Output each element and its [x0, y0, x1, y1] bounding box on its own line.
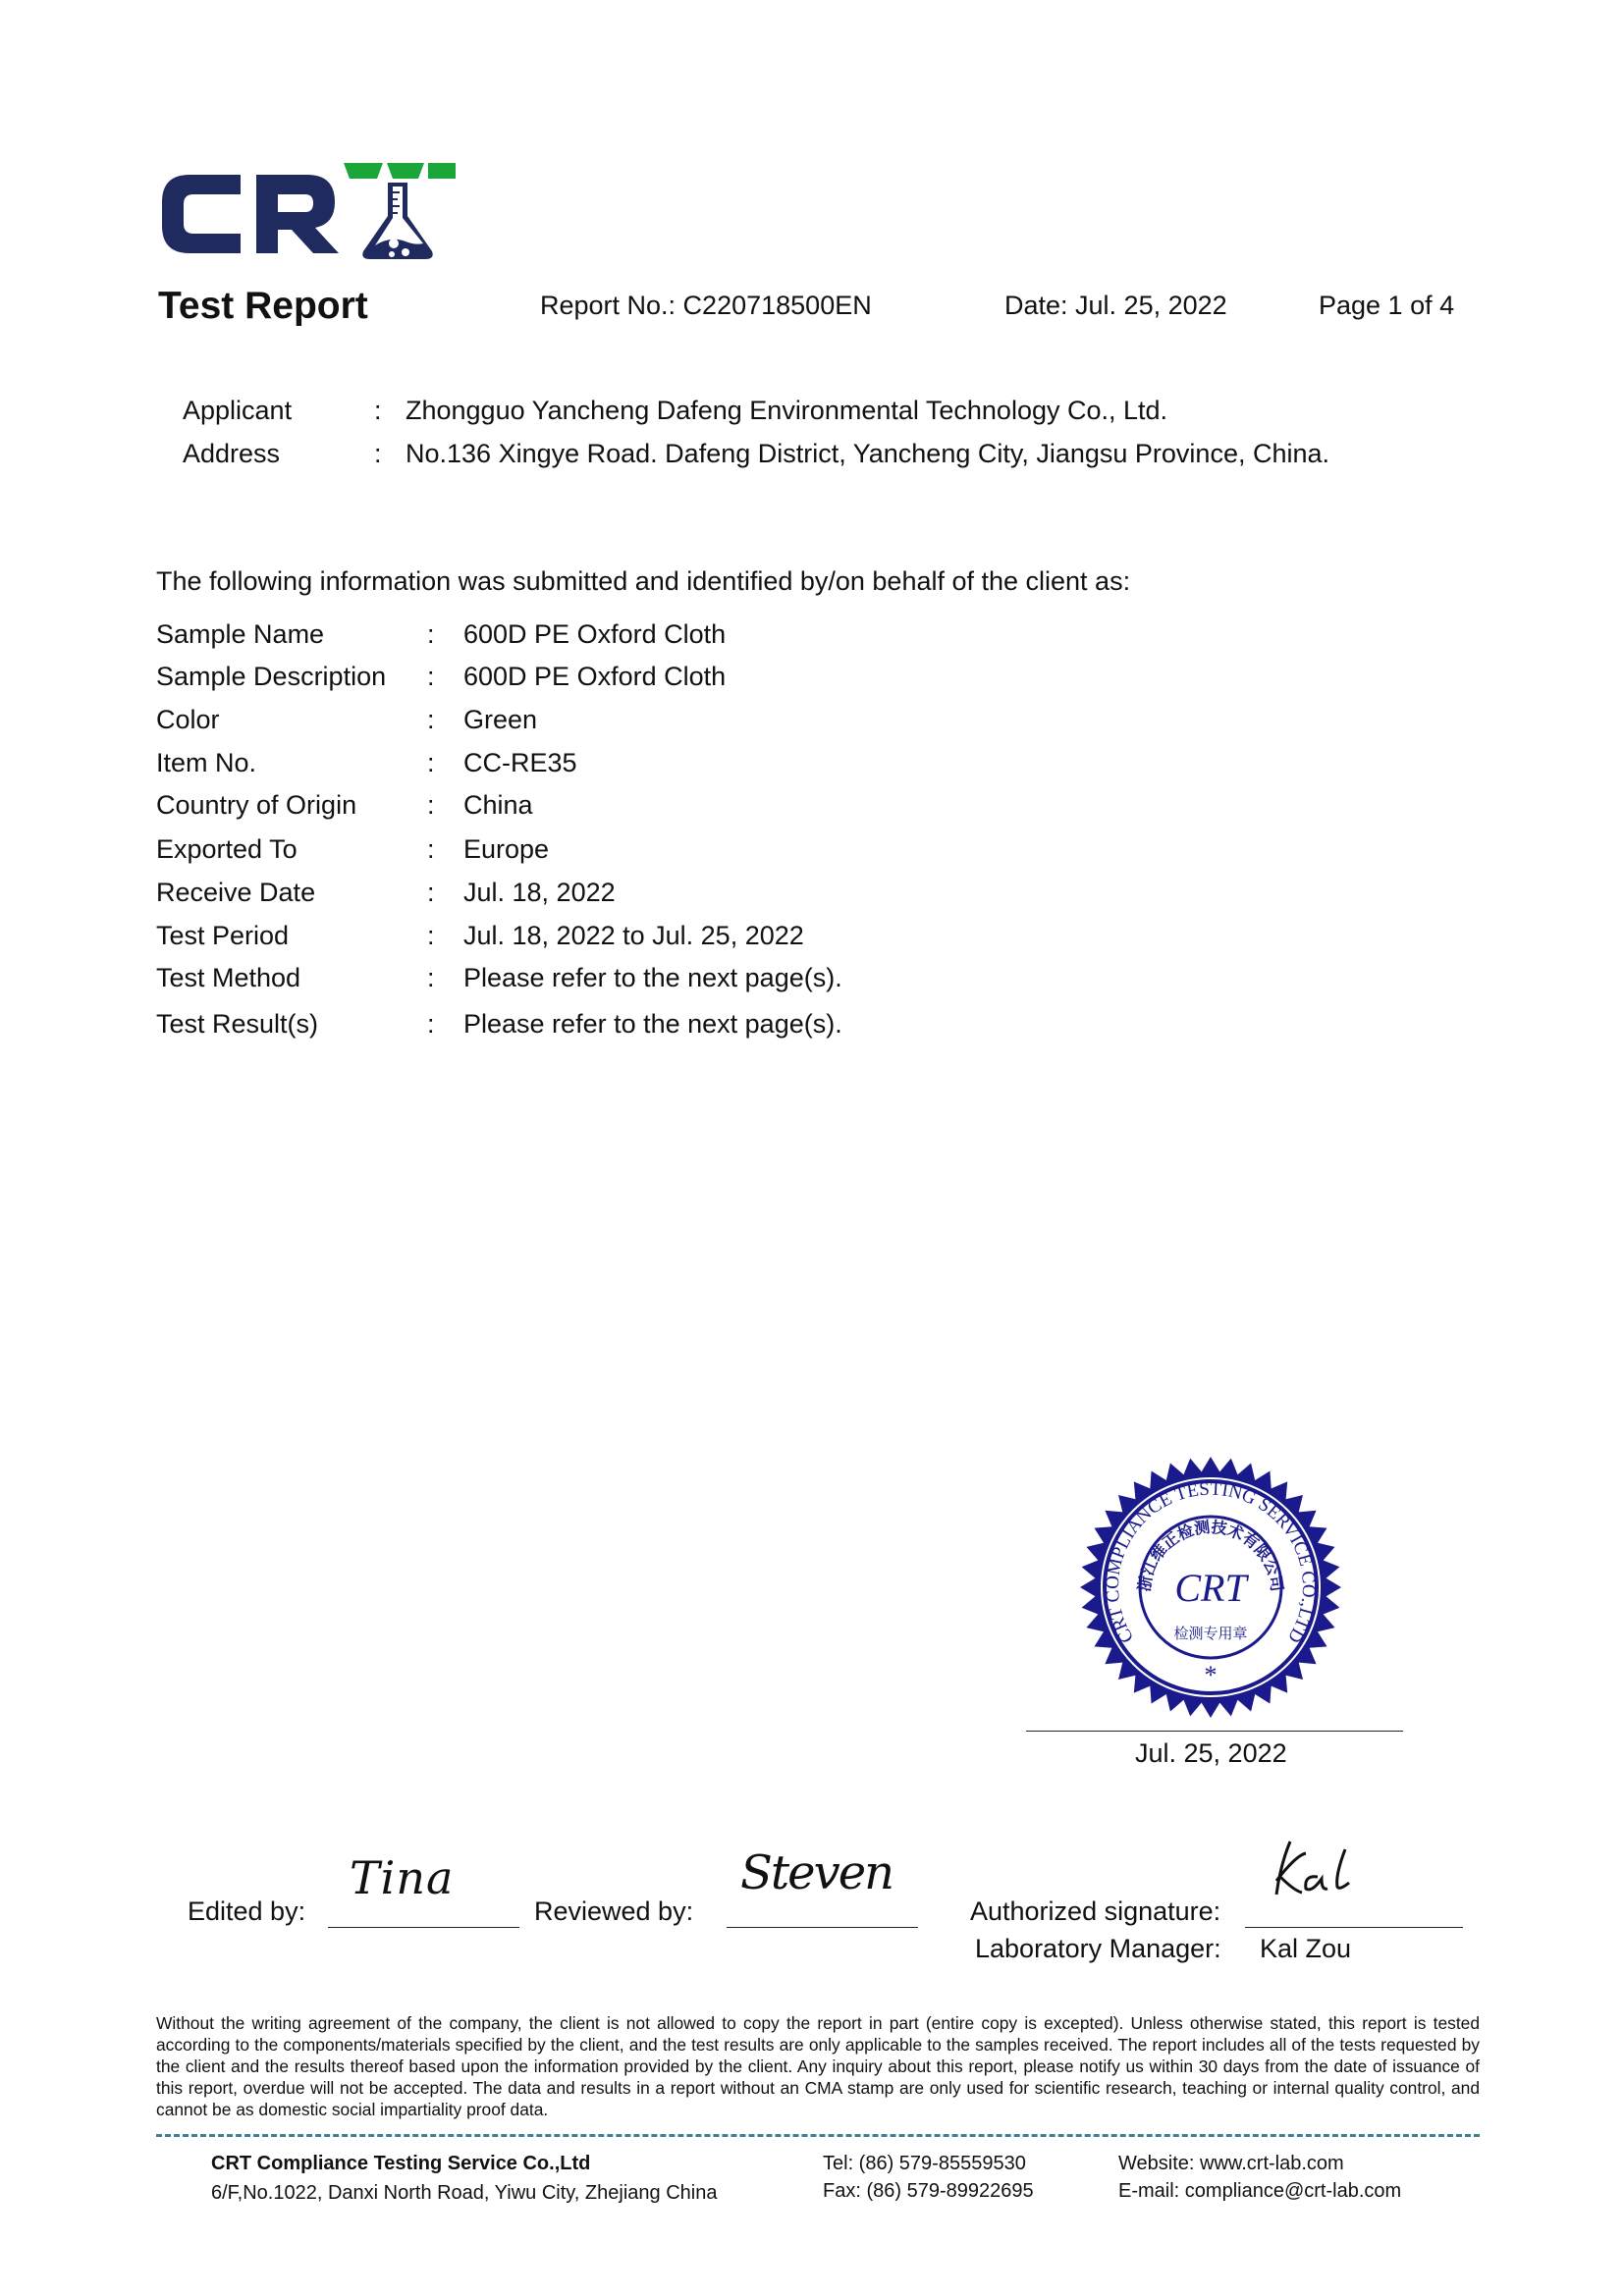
field-label: Country of Origin — [156, 790, 357, 820]
field-label: Test Period — [156, 921, 290, 950]
field-value: CC-RE35 — [463, 748, 577, 777]
report-title: Test Report — [158, 285, 368, 327]
authorized-signature — [1267, 1836, 1365, 1914]
edited-by-label: Edited by: — [188, 1896, 306, 1926]
svg-text:*: * — [1204, 1661, 1218, 1689]
authorized-line — [1245, 1927, 1463, 1928]
field-value: Please refer to the next page(s). — [463, 1009, 842, 1039]
svg-text:检测专用章: 检测专用章 — [1173, 1625, 1248, 1642]
stamp-date: Jul. 25, 2022 — [1135, 1738, 1287, 1768]
disclaimer-text: Without the writing agreement of the company, the client is not allowed to copy the report in part (entire copy is excepted). Unless otherwise stated, this report is tested according to the components/materials specified by the client, and the test results are only applicable to the samples received. The report includes all of the tests requested by the client and the results thereof based upon the information provided by the client. Any inquiry about this report, please notify us within 30 days from the date of issuance of this report, overdue will not be accepted. The data and results in a report without an CMA stamp are only used for scientific research, teaching or internal quality control, and cannot be as domestic social impartiality proof data. — [156, 2013, 1480, 2119]
reviewed-line — [727, 1927, 918, 1928]
footer-address: 6/F,No.1022, Danxi North Road, Yiwu City, Zhejiang China — [211, 2182, 718, 2204]
field-label: Item No. — [156, 748, 257, 777]
manager-name: Kal Zou — [1260, 1934, 1352, 1963]
field-label: Address — [183, 439, 281, 468]
reviewed-by-label: Reviewed by: — [534, 1896, 694, 1926]
footer-rule — [156, 2134, 1480, 2137]
page-number: Page 1 of 4 — [1319, 291, 1455, 320]
field-value: Green — [463, 705, 538, 734]
footer-company: CRT Compliance Testing Service Co.,Ltd — [211, 2153, 591, 2174]
field-value: 600D PE Oxford Cloth — [463, 619, 727, 649]
field-value: Zhongguo Yancheng Dafeng Environmental Technology Co., Ltd. — [406, 396, 1168, 425]
report-number: Report No.: C220718500EN — [540, 291, 872, 320]
field-label: Applicant — [183, 396, 293, 425]
field-label: Exported To — [156, 834, 298, 864]
edited-line — [328, 1927, 519, 1928]
field-label: Test Method — [156, 963, 301, 992]
authorized-signature-label: Authorized signature: — [970, 1896, 1221, 1926]
field-value: No.136 Xingye Road. Dafeng District, Yancheng City, Jiangsu Province, China. — [406, 439, 1330, 468]
stamp-line — [1026, 1731, 1403, 1732]
field-value: Jul. 18, 2022 — [463, 878, 616, 907]
company-stamp — [1078, 1455, 1343, 1720]
footer-website[interactable]: Website: www.crt-lab.com — [1118, 2153, 1344, 2174]
svg-text:浙江维正检测技术有限公司: 浙江维正检测技术有限公司 — [1134, 1517, 1287, 1593]
field-label: Test Result(s) — [156, 1009, 319, 1039]
edited-signature: Tina — [350, 1851, 455, 1904]
crt-logo — [150, 157, 459, 265]
field-label: Color — [156, 705, 220, 734]
field-label: Sample Description — [156, 662, 387, 691]
svg-text:CRT COMPLIANCE TESTING SERVICE: CRT COMPLIANCE TESTING SERVICE CO.,LTD — [1102, 1478, 1320, 1647]
field-value: China — [463, 790, 533, 820]
footer-email[interactable]: E-mail: compliance@crt-lab.com — [1118, 2180, 1402, 2202]
field-value: 600D PE Oxford Cloth — [463, 662, 727, 691]
intro-text: The following information was submitted and identified by/on behalf of the client as: — [156, 566, 1131, 596]
field-value: Please refer to the next page(s). — [463, 963, 842, 992]
field-label: Receive Date — [156, 878, 316, 907]
report-date: Date: Jul. 25, 2022 — [1004, 291, 1227, 320]
footer-fax: Fax: (86) 579-89922695 — [823, 2180, 1034, 2202]
field-label: Sample Name — [156, 619, 325, 649]
field-value: Jul. 18, 2022 to Jul. 25, 2022 — [463, 921, 804, 950]
reviewed-signature: Steven — [740, 1845, 893, 1900]
manager-label: Laboratory Manager: — [975, 1934, 1221, 1963]
svg-text:CRT: CRT — [1174, 1566, 1247, 1610]
footer-tel: Tel: (86) 579-85559530 — [823, 2153, 1026, 2174]
field-value: Europe — [463, 834, 550, 864]
